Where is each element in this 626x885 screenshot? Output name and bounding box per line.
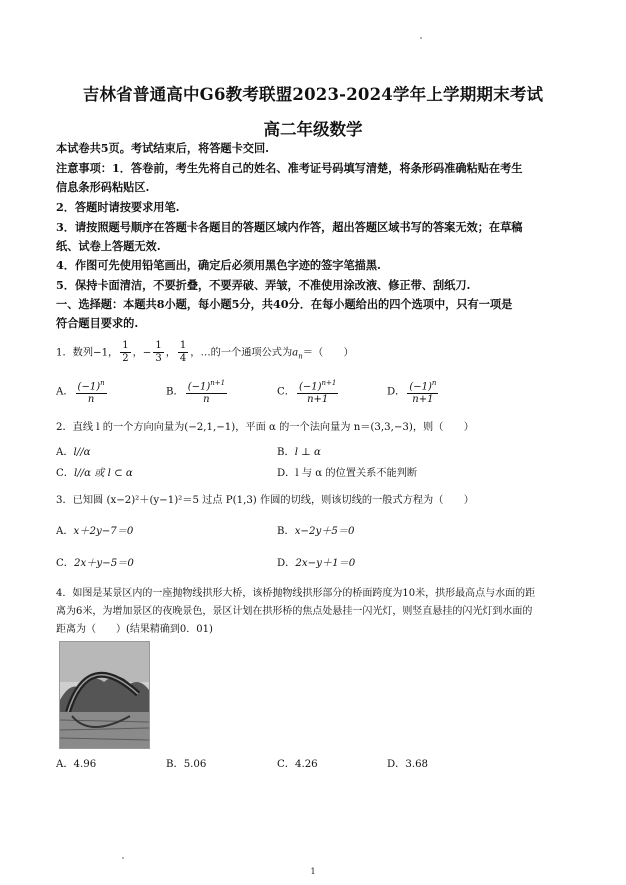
- q1-prefix: 1．数列−1，: [56, 347, 119, 359]
- q4-option-d: D．3.68: [387, 759, 429, 770]
- question-4-line: 离为6米，为增加景区的夜晚景色，景区计划在拱形桥的焦点处悬挂一闪光灯，则竖直悬挂的闪光灯到水面的: [56, 606, 533, 617]
- note-line: 信息条形码粘贴区.: [56, 180, 150, 194]
- q4-option-b: B．5.06: [166, 759, 207, 770]
- section-heading: 符合题目要求的.: [56, 316, 139, 330]
- question-4-line: 4．如图是某景区内的一座抛物线拱形大桥，该桥抛物线拱形部分的桥面跨度为10米，拱形最高点与水面的距: [56, 588, 536, 599]
- note-line: 2．答题时请按要求用笔.: [56, 200, 180, 214]
- fraction: $\frac{1}{4}$: [179, 340, 187, 364]
- question-2: 2．直线 l 的一个方向向量为(−2,1,−1)，平面 α 的一个法向量为 n＝(3,3,−3)，则（ ）: [56, 422, 474, 433]
- note-line: 5．保持卡面清洁，不要折叠，不要弄破、弄皱，不准使用涂改液、修正带、刮纸刀.: [56, 278, 471, 292]
- question-4-line: 距离为（ ）(结果精确到0．01): [56, 624, 213, 635]
- fraction: $\frac{1}{2}$: [122, 340, 129, 364]
- q1-option-a: A． $\frac{(-1)^n}{n}$: [56, 379, 105, 406]
- note-line: 3．请按照题号顺序在答题卡各题目的答题区域内作答，超出答题区域书写的答案无效；在草稿: [56, 220, 523, 234]
- question-1: 1．数列−1， $\frac{1}{2}$ ，− $\frac{1}{3}$ ， $\frac{1}{4}$ ，…的一个通项公式为$a_n=$（ ）: [56, 340, 354, 364]
- q3-option-b: B．x−2y＋5＝0: [277, 526, 355, 537]
- q4-option-a: A．4.96: [56, 759, 97, 770]
- q1-option-c: C． $\frac{(-1)^{n+1}}{n+1}$: [277, 379, 337, 406]
- note-line: 4．作图可先使用铅笔画出，确定后必须用黑色字迹的签字笔描黑.: [56, 258, 381, 272]
- note-line: 纸、试卷上答题无效.: [56, 239, 161, 253]
- bridge-photo: [59, 641, 150, 749]
- q2-option-c: C．l//α 或 l ⊂ α: [56, 468, 133, 479]
- q1-option-b: B． $\frac{(-1)^{n+1}}{n}$: [166, 379, 226, 406]
- q3-option-c: C．2x＋y−5＝0: [56, 558, 134, 569]
- fraction: $\frac{1}{3}$: [155, 340, 162, 364]
- q4-option-c: C．4.26: [277, 759, 318, 770]
- q2-option-a: A．l//α: [56, 447, 91, 458]
- q2-option-b: B．l ⊥ α: [277, 447, 321, 458]
- page-number: 1: [310, 867, 316, 876]
- section-heading: 一、选择题：本题共8小题，每小题5分，共40分．在每小题给出的四个选项中，只有一项是: [56, 297, 513, 311]
- q3-option-a: A．x＋2y−7＝0: [56, 526, 134, 537]
- exam-title: 吉林省普通高中G6教考联盟2023-2024学年上学期期末考试: [82, 85, 544, 104]
- speck: [420, 37, 422, 39]
- note-line: 本试卷共5页。考试结束后，将答题卡交回.: [56, 141, 270, 155]
- q3-option-d: D．2x−y＋1＝0: [277, 558, 356, 569]
- q2-option-d: D．l 与 α 的位置关系不能判断: [277, 468, 418, 479]
- speck: [122, 857, 124, 859]
- arch-bridge-image: [60, 642, 149, 748]
- q1-option-d: D． $\frac{(-1)^n}{n+1}$: [387, 379, 437, 406]
- question-3: 3．已知圆 (x−2)²＋(y−1)²＝5 过点 P(1,3) 作圆的切线，则该切线的一般式方程为（ ）: [56, 495, 474, 506]
- q1-suffix: ，…的一个通项公式为: [190, 347, 293, 359]
- note-line: 注意事项：1．答卷前，考生先将自己的姓名、准考证号码填写清楚，将条形码准确粘贴在考生: [56, 161, 523, 175]
- exam-subtitle: 高二年级数学: [263, 120, 363, 139]
